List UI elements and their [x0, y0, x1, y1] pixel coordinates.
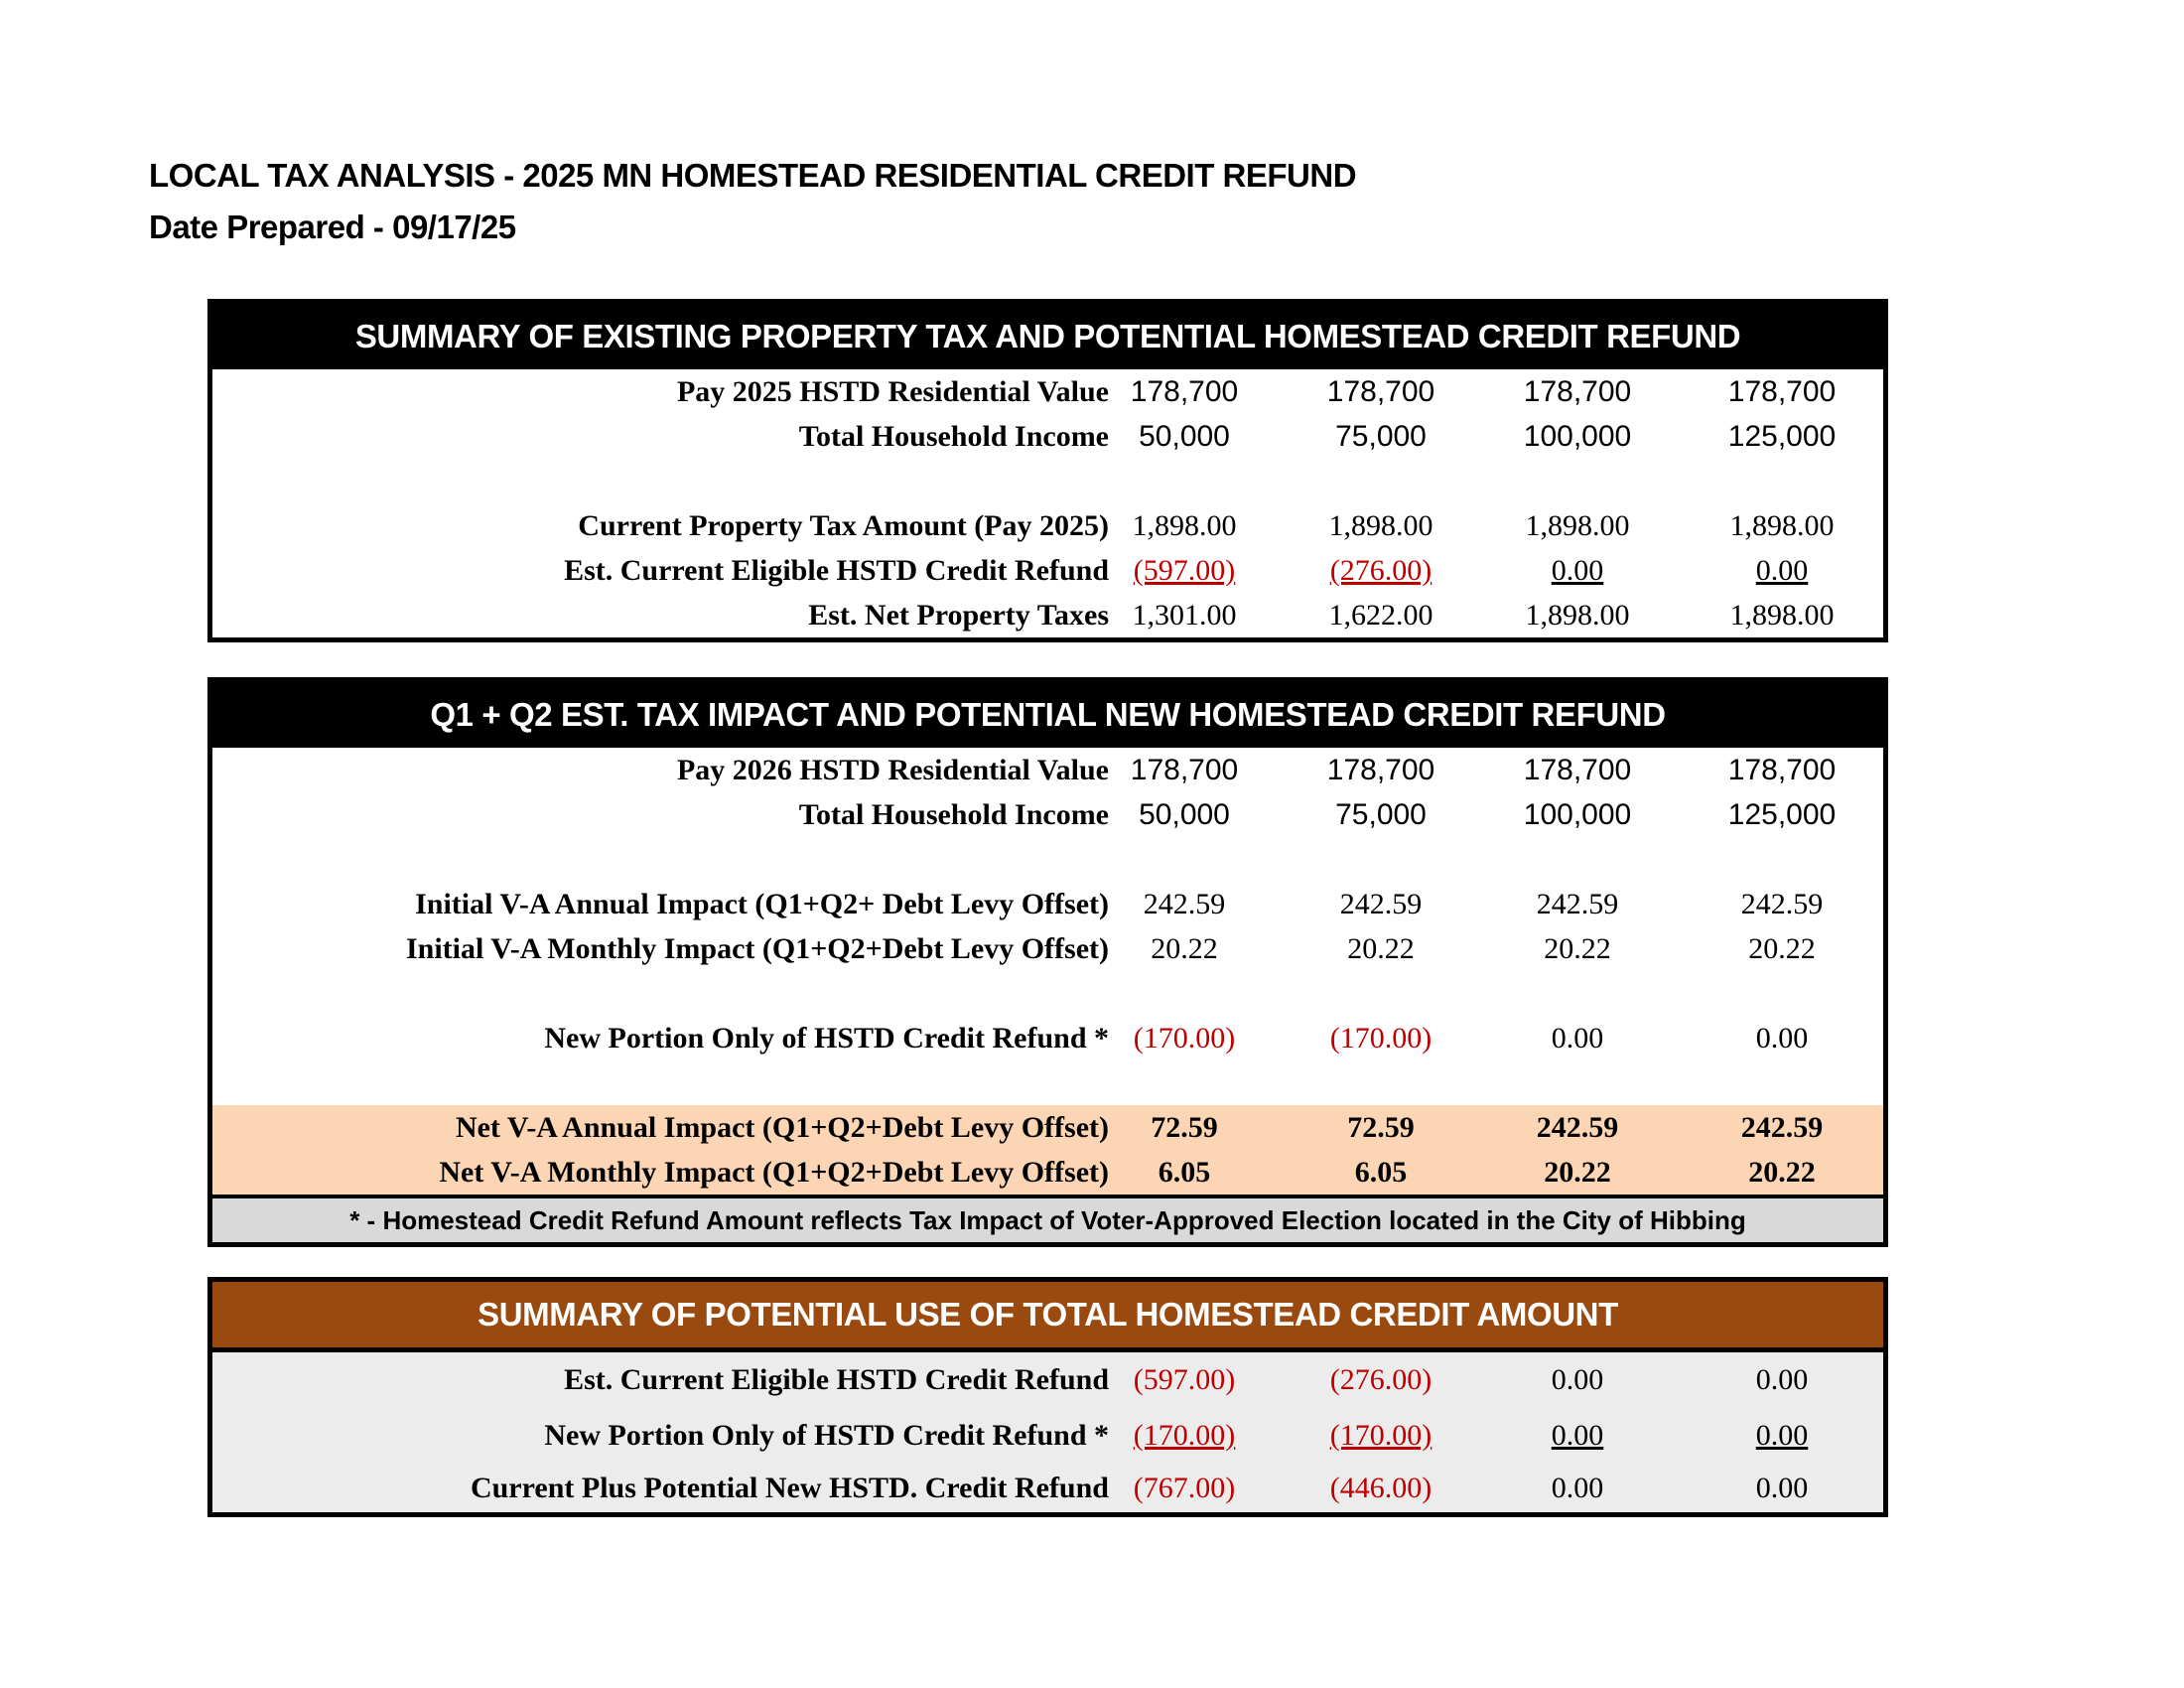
value-cell: 1,898.00	[1729, 599, 1835, 632]
value-cell: (170.00)	[1329, 1419, 1433, 1452]
value-cell: 1,898.00	[1525, 509, 1630, 542]
table-row	[212, 414, 1883, 459]
table-row	[212, 882, 1883, 926]
table-row	[212, 1465, 1883, 1512]
document-title: LOCAL TAX ANALYSIS - 2025 MN HOMESTEAD RESIDENTIAL CREDIT REFUND	[149, 157, 1357, 194]
table-row	[212, 1407, 1883, 1465]
value-cell: 1,898.00	[1525, 599, 1630, 632]
value-cell: 6.05	[1354, 1156, 1408, 1189]
value-cell: (597.00)	[1133, 1363, 1236, 1396]
value-cell: 0.00	[1755, 554, 1809, 587]
row-label: Initial V-A Annual Impact (Q1+Q2+ Debt Levy Offset)	[415, 888, 1109, 920]
value-cell: 125,000	[1727, 798, 1837, 831]
value-cell: 0.00	[1755, 1472, 1809, 1504]
value-cell: 178,700	[1130, 375, 1239, 408]
value-cell: 75,000	[1335, 420, 1427, 453]
row-label: Est. Current Eligible HSTD Credit Refund	[564, 554, 1109, 587]
row-label: Net V-A Annual Impact (Q1+Q2+Debt Levy Offset)	[455, 1111, 1109, 1144]
value-cell: 0.00	[1755, 1022, 1809, 1055]
value-cell: 0.00	[1551, 1363, 1604, 1396]
value-cell: 1,622.00	[1328, 599, 1433, 632]
value-cell: 20.22	[1347, 932, 1415, 965]
row-label: Initial V-A Monthly Impact (Q1+Q2+Debt Levy Offset)	[405, 932, 1109, 965]
table-row	[212, 1016, 1883, 1060]
row-label: New Portion Only of HSTD Credit Refund *	[544, 1022, 1109, 1055]
summary-panel-header: SUMMARY OF EXISTING PROPERTY TAX AND POTENTIAL HOMESTEAD CREDIT REFUND	[212, 304, 1883, 369]
value-cell: 178,700	[1130, 754, 1239, 786]
value-cell: 20.22	[1748, 1156, 1816, 1189]
row-label: Est. Net Property Taxes	[808, 599, 1109, 632]
value-cell: 6.05	[1158, 1156, 1211, 1189]
row-label: Total Household Income	[798, 420, 1109, 453]
value-cell: 178,700	[1727, 375, 1837, 408]
value-cell: 0.00	[1551, 1419, 1604, 1452]
value-cell: (276.00)	[1329, 1363, 1433, 1396]
value-cell: 0.00	[1755, 1363, 1809, 1396]
highlighted-row	[212, 1150, 1883, 1195]
row-label: Est. Current Eligible HSTD Credit Refund	[564, 1363, 1109, 1396]
value-cell: 20.22	[1544, 1156, 1611, 1189]
value-cell: 242.59	[1536, 888, 1619, 920]
value-cell: 1,898.00	[1328, 509, 1433, 542]
value-cell: 100,000	[1523, 798, 1632, 831]
row-label: Net V-A Monthly Impact (Q1+Q2+Debt Levy Offset)	[439, 1156, 1109, 1189]
value-cell: 1,898.00	[1132, 509, 1237, 542]
value-cell: (170.00)	[1133, 1419, 1236, 1452]
value-cell: 72.59	[1151, 1111, 1218, 1144]
value-cell: (767.00)	[1133, 1472, 1236, 1504]
highlighted-row	[212, 1105, 1883, 1150]
date-prepared: Date Prepared - 09/17/25	[149, 209, 516, 245]
row-label: Total Household Income	[798, 798, 1109, 831]
value-cell: 242.59	[1143, 888, 1226, 920]
value-cell: 242.59	[1339, 888, 1423, 920]
value-cell: 242.59	[1536, 1111, 1619, 1144]
value-cell: 242.59	[1740, 888, 1824, 920]
value-cell: 50,000	[1139, 420, 1230, 453]
value-cell: 178,700	[1326, 375, 1435, 408]
value-cell: 125,000	[1727, 420, 1837, 453]
value-cell: 1,301.00	[1132, 599, 1237, 632]
value-cell: 20.22	[1748, 932, 1816, 965]
value-cell: (170.00)	[1329, 1022, 1433, 1055]
table-row	[212, 503, 1883, 548]
footnote: * - Homestead Credit Refund Amount reflects Tax Impact of Voter-Approved Election located in the City of Hibbing	[212, 1195, 1883, 1242]
row-label: Pay 2026 HSTD Residential Value	[676, 754, 1109, 786]
row-label: Current Property Tax Amount (Pay 2025)	[578, 509, 1109, 542]
value-cell: 178,700	[1727, 754, 1837, 786]
impact-panel-header: Q1 + Q2 EST. TAX IMPACT AND POTENTIAL NEW HOMESTEAD CREDIT REFUND	[212, 682, 1883, 748]
value-cell: (597.00)	[1133, 554, 1236, 587]
row-label: Pay 2025 HSTD Residential Value	[676, 375, 1109, 408]
value-cell: 100,000	[1523, 420, 1632, 453]
row-label: New Portion Only of HSTD Credit Refund *	[544, 1419, 1109, 1452]
table-row	[212, 792, 1883, 837]
value-cell: 20.22	[1544, 932, 1611, 965]
table-row	[212, 369, 1883, 414]
value-cell: 75,000	[1335, 798, 1427, 831]
table-row	[212, 1352, 1883, 1407]
table-row	[212, 593, 1883, 637]
total-panel-header: SUMMARY OF POTENTIAL USE OF TOTAL HOMESTEAD CREDIT AMOUNT	[212, 1282, 1883, 1352]
value-cell: 50,000	[1139, 798, 1230, 831]
value-cell: 178,700	[1326, 754, 1435, 786]
value-cell: (276.00)	[1329, 554, 1433, 587]
row-label: Current Plus Potential New HSTD. Credit Refund	[470, 1472, 1109, 1504]
value-cell: 1,898.00	[1729, 509, 1835, 542]
value-cell: 178,700	[1523, 754, 1632, 786]
table-row	[212, 926, 1883, 971]
table-row	[212, 748, 1883, 792]
value-cell: 20.22	[1151, 932, 1218, 965]
value-cell: 0.00	[1551, 554, 1604, 587]
table-row	[212, 548, 1883, 593]
value-cell: 0.00	[1551, 1472, 1604, 1504]
total-credit-panel	[207, 1277, 1888, 1517]
value-cell: 242.59	[1740, 1111, 1824, 1144]
tax-impact-panel	[207, 677, 1888, 1247]
value-cell: (446.00)	[1329, 1472, 1433, 1504]
value-cell: 178,700	[1523, 375, 1632, 408]
value-cell: 72.59	[1347, 1111, 1415, 1144]
value-cell: (170.00)	[1133, 1022, 1236, 1055]
value-cell: 0.00	[1755, 1419, 1809, 1452]
value-cell: 0.00	[1551, 1022, 1604, 1055]
summary-existing-tax-panel	[207, 299, 1888, 642]
